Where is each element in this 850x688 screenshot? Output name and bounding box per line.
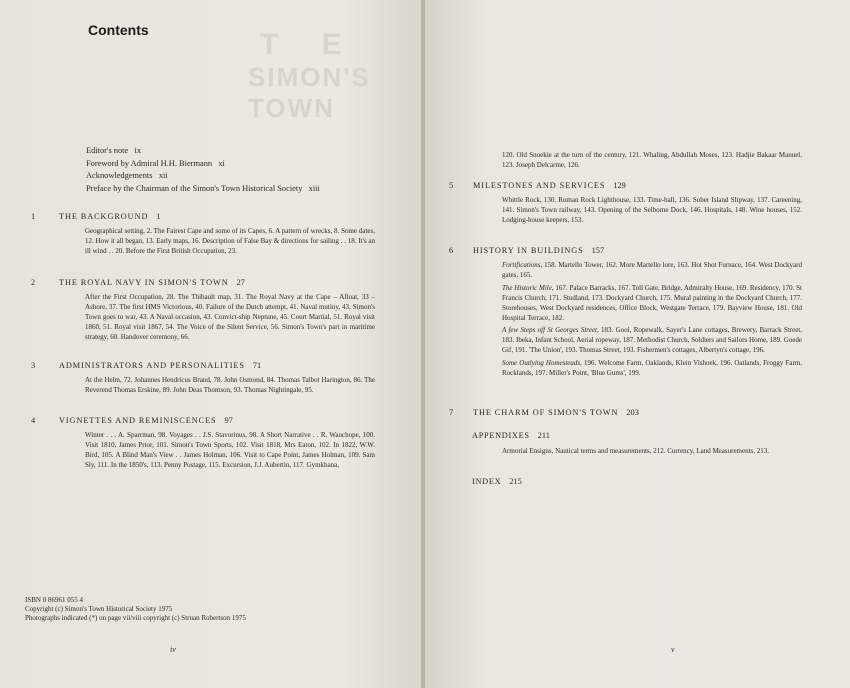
section-heading: 7 THE CHARM OF SIMON'S TOWN 203 <box>449 408 639 417</box>
left-page <box>0 0 423 688</box>
page-title: Contents <box>88 22 149 38</box>
front-matter-item: Foreword by Admiral H.H. Biermann xi <box>86 158 225 168</box>
section-heading: 3 ADMINISTRATORS AND PERSONALITIES 71 <box>31 361 262 370</box>
show-through-text: T E <box>260 28 344 61</box>
front-matter-item: Preface by the Chairman of the Simon's Town Historical Society xiii <box>86 183 320 193</box>
subsection: The Historic Mile, 167. Palace Barracks, 167. Toll Gate, Bridge, Admiralty House, 169. Residency, 170. St Francis Church, 171. Studland, 173. Dockyard Church, 175. Mural painting in the Dockyard Church, 177. Storehouses, West Dockyard residences, Office Block, Westgate Terrace, 179. Bayview House, 181. Old Hospital Terrace, 182. <box>502 283 802 322</box>
section-body: Geographical setting, 2. The Fairest Cape and some of its Capes, 6. A pattern of wrecks, 8. Some dates, 12. How it all began, 13. Early maps, 16. Description of False Bay & directions for sailing . . 18. It's an ill wind . . 20. Before the First British Occupation, 23. <box>85 227 375 255</box>
section-body: Whittle Rock, 130. Roman Rock Lighthouse, 133. Time-ball, 136. Sober Island Slipway, 137. Careening, 141. Simon's Town railway, 143. Opening of the Selborne Dock, 146. Hospitals, 148. Wine houses, 152. Lodging-house keepers, 153. <box>502 196 802 224</box>
page-number: v <box>671 645 675 654</box>
section-body <box>502 261 802 382</box>
page-number: iv <box>170 645 176 654</box>
section-heading: 2 THE ROYAL NAVY IN SIMON'S TOWN 27 <box>31 278 245 287</box>
section-heading: 4 VIGNETTES AND REMINISCENCES 97 <box>31 416 233 425</box>
appendixes-heading: APPENDIXES 211 <box>472 431 550 440</box>
front-matter-list <box>86 145 320 195</box>
section-heading: 6 HISTORY IN BUILDINGS 157 <box>449 246 605 255</box>
show-through-text: SIMON'S TOWN <box>248 62 371 123</box>
continuation-text: 120. Old Snoekie at the turn of the century, 121. Whaling, Abdullah Moses, 123. Hadjie Bakaar Manuel, 123. Joseph Delcarme, 126. <box>502 151 802 169</box>
section-heading: 5 MILESTONES AND SERVICES 129 <box>449 181 626 190</box>
front-matter-item: Acknowledgements xii <box>86 171 168 180</box>
subsection: Some Outlying Homesteads, 196. Welcome Farm, Oaklands, Klein Vishoek, 196. Oatlands, Froggy Farm, Rocklands, 197. Miller's Point, 'Blue Gums', 199. <box>502 359 802 378</box>
section-body: At the Helm, 72. Johannes Hendricus Brand, 78. John Osmond, 84. Thomas Talbot Harington, 86. The Reverend Thomas Erskine, 89. John Deas Thomson, 93. Thomas Nightingale, 95. <box>85 376 375 394</box>
section-body: Winter . . . A. Sparrman, 98. Voyages . . J.S. Stavorinus, 98. A Short Narrative . . R. Wauchope, 100. Visit 1810, James Prior, 101. Simon's Town Sports, 102. Visit 1818, Mrs Eaton, 102. In 1822, W.W. Bird, 105. A Blind Man's View . . James Holman, 106. Visit to Cape Point, James Holman, 109. Sam Sly, 111. In the 1850's, 113. Penny Postage, 115. Excursion, J.J. Aubertin, 117. Gymkhana, <box>85 431 375 469</box>
section-body: After the First Occupation, 28. The Thibault map, 31. The Royal Navy at the Cape – Afloat, 33 – Ashore, 37. The first HMS Victorious, 40. Failure of the Dutch attempt, 41. Naval mutiny, 43. Simon's Town goes to war, 43. A Naval occasion, 43. Convict-ship Neptune, 45. Court Martial, 51. Royal visit 1860, 51. Royal visit 1867, 54. The Voice of the Silent Service, 56. Simon's Town's part in maritime strategy, 60. Handover ceremony, 66. <box>85 293 375 341</box>
index-heading: INDEX 215 <box>472 477 522 486</box>
front-matter-item: Editor's note ix <box>86 146 142 155</box>
subsection: A few Steps off St Georges Street, 183. Gool, Ropewalk, Sayer's Lane cottages, Brewery, Barrack Street, 183. Ibeka, Infant School, Aerial ropeway, 187. Methodist Church, Soldiers and Sailors Home, 189. Goede Gif, 191. 'The Union', 193. Thomas Street, 193. Fishermen's cottages, Albertyn's cottage, 196. <box>502 326 803 355</box>
appendixes-body: Armorial Ensigns, Nautical terms and measurements, 212. Currency, Land Measurements, 213. <box>502 447 770 455</box>
subsection: Fortifications, 158. Martello Tower, 162. More Martello lore, 163. Hot Shot Furnace, 164. West Dockyard gates, 165. <box>502 261 802 279</box>
section-heading: 1 THE BACKGROUND 1 <box>31 212 161 221</box>
imprint: ISBN 0 86961 055 4 Copyright (c) Simon's Town Historical Society 1975 Photographs indicated (*) on page vii/viii copyright (c) Struan Robertson 1975 <box>25 596 246 622</box>
